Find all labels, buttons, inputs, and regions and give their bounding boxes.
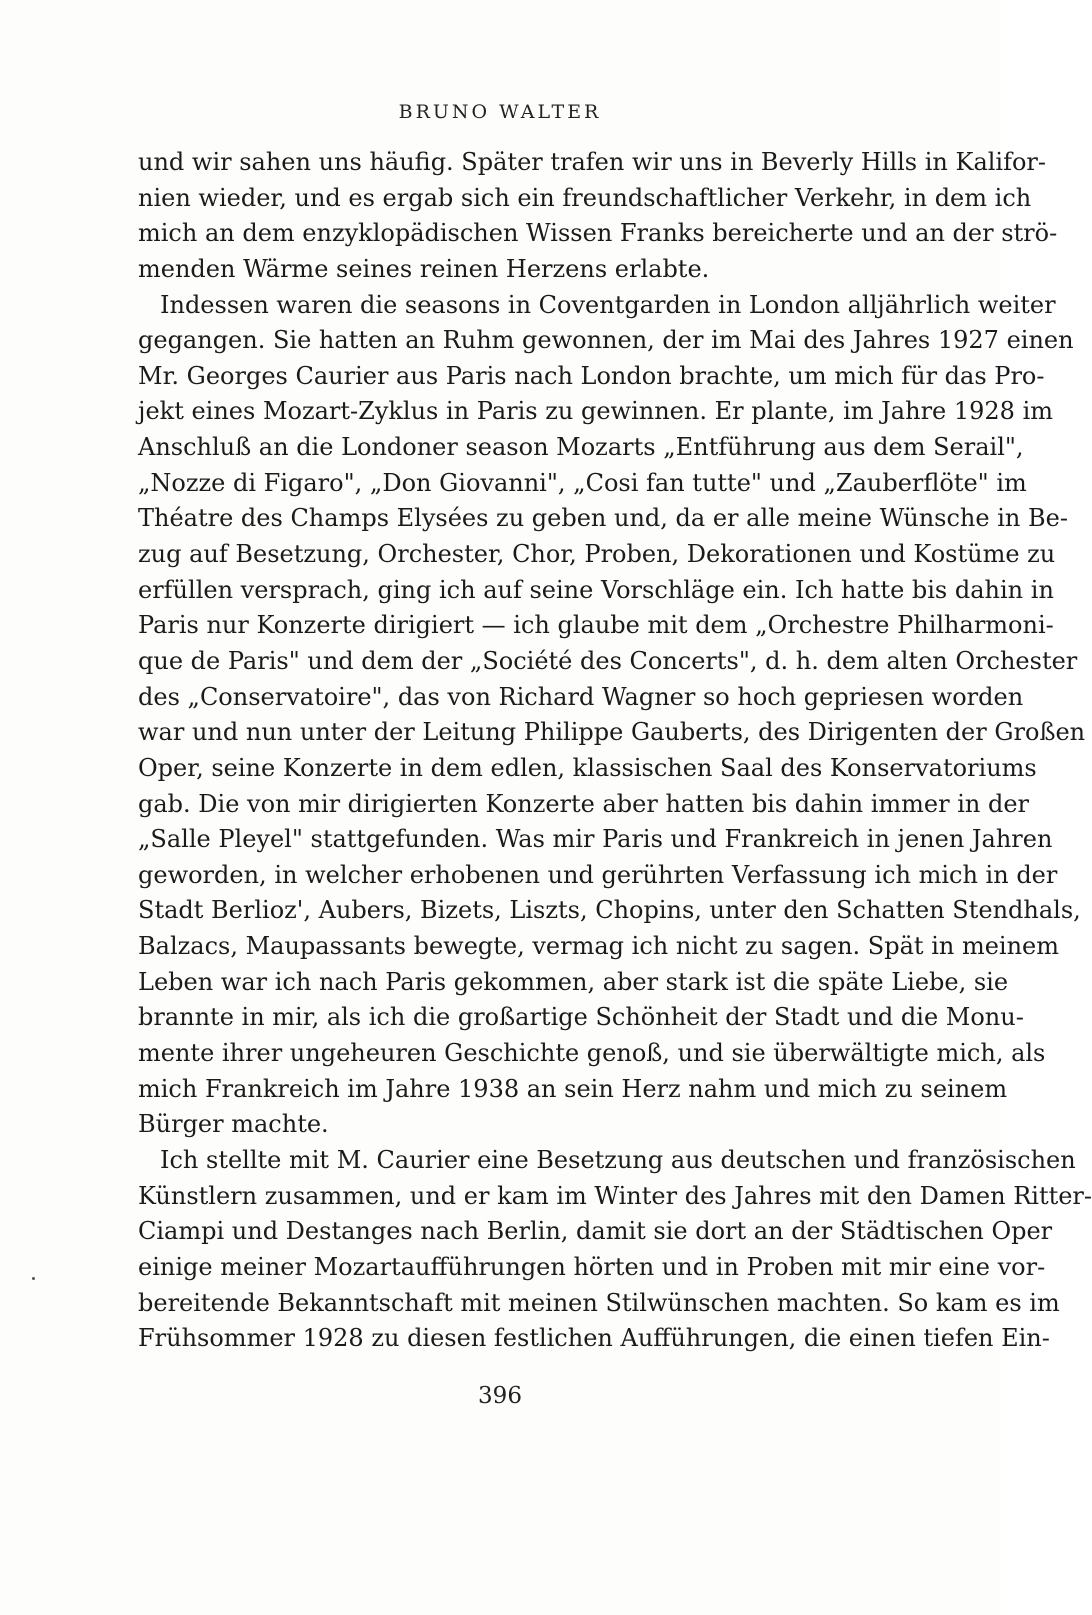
text-line: Bürger machte. — [138, 1110, 329, 1139]
margin-speck — [32, 1277, 35, 1280]
text-line: bereitende Bekanntschaft mit meinen Stilwünschen machten. So kam es im — [138, 1288, 1060, 1317]
text-line: Stadt Berlioz', Aubers, Bizets, Liszts, Chopins, unter den Schatten Stendhals, — [138, 896, 1081, 925]
text-line: Théatre des Champs Elysées zu geben und, da er alle meine Wünsche in Be- — [138, 504, 1068, 533]
text-line: und wir sahen uns häufig. Später trafen wir uns in Beverly Hills in Kalifor- — [138, 148, 1047, 176]
page-number: 396 — [478, 1383, 522, 1409]
running-head: BRUNO WALTER — [398, 101, 602, 123]
text-line: Oper, seine Konzerte in dem edlen, klassischen Saal des Konservatoriums — [138, 753, 1037, 782]
text-line: Balzacs, Maupassants bewegte, vermag ich nicht zu sagen. Spät in meinem — [138, 932, 1060, 961]
paragraph-start-line: Indessen waren die seasons in Coventgarden in London alljährlich weiter — [160, 290, 1056, 319]
text-line: einige meiner Mozartaufführungen hörten und in Proben mit mir eine vor- — [138, 1252, 1046, 1281]
text-line: „Salle Pleyel" stattgefunden. Was mir Paris und Frankreich in jenen Jahren — [138, 825, 1053, 854]
text-line: erfüllen versprach, ging ich auf seine Vorschläge ein. Ich hatte bis dahin in — [138, 575, 1054, 604]
body-text — [138, 145, 1092, 1357]
text-line: Anschluß an die Londoner season Mozarts „Entführung aus dem Serail", — [138, 433, 1024, 462]
text-line: Künstlern zusammen, und er kam im Winter des Jahres mit den Damen Ritter- — [138, 1181, 1092, 1210]
text-line: mich an dem enzyklopädischen Wissen Franks bereicherte und an der strö- — [138, 219, 1058, 248]
text-line: geworden, in welcher erhobenen und gerührten Verfassung ich mich in der — [138, 860, 1058, 889]
text-line: jekt eines Mozart-Zyklus in Paris zu gewinnen. Er plante, im Jahre 1928 im — [138, 397, 1054, 426]
text-line: „Nozze di Figaro", „Don Giovanni", „Cosi fan tutte" und „Zauberflöte" im — [138, 468, 1027, 497]
text-line: menden Wärme seines reinen Herzens erlabte. — [138, 254, 710, 283]
text-line: gegangen. Sie hatten an Ruhm gewonnen, der im Mai des Jahres 1927 einen — [138, 326, 1074, 355]
text-line: que de Paris" und dem der „Société des Concerts", d. h. dem alten Orchester — [138, 646, 1078, 675]
text-line: zug auf Besetzung, Orchester, Chor, Proben, Dekorationen und Kostüme zu — [138, 540, 1056, 569]
text-line: nien wieder, und es ergab sich ein freundschaftlicher Verkehr, in dem ich — [138, 183, 1032, 212]
text-line: Mr. Georges Caurier aus Paris nach London brachte, um mich für das Pro- — [138, 361, 1045, 390]
paragraph-start-line: Ich stellte mit M. Caurier eine Besetzung aus deutschen und französischen — [160, 1145, 1076, 1174]
text-line: Leben war ich nach Paris gekommen, aber stark ist die späte Liebe, sie — [138, 967, 1009, 996]
text-line: gab. Die von mir dirigierten Konzerte aber hatten bis dahin immer in der — [138, 789, 1029, 818]
text-line: des „Conservatoire", das von Richard Wagner so hoch gepriesen worden — [138, 682, 1024, 711]
text-line: war und nun unter der Leitung Philippe Gauberts, des Dirigenten der Großen — [138, 718, 1086, 747]
text-line: Ciampi und Destanges nach Berlin, damit sie dort an der Städtischen Oper — [138, 1217, 1053, 1246]
text-line: mente ihrer ungeheuren Geschichte genoß, und sie überwältigte mich, als — [138, 1039, 1046, 1068]
text-line: brannte in mir, als ich die großartige Schönheit der Stadt und die Monu- — [138, 1003, 1024, 1032]
text-line: Frühsommer 1928 zu diesen festlichen Aufführungen, die einen tiefen Ein- — [138, 1324, 1050, 1353]
text-line: Paris nur Konzerte dirigiert — ich glaube mit dem „Orchestre Philharmoni- — [138, 611, 1054, 640]
text-line: mich Frankreich im Jahre 1938 an sein Herz nahm und mich zu seinem — [138, 1074, 1008, 1103]
